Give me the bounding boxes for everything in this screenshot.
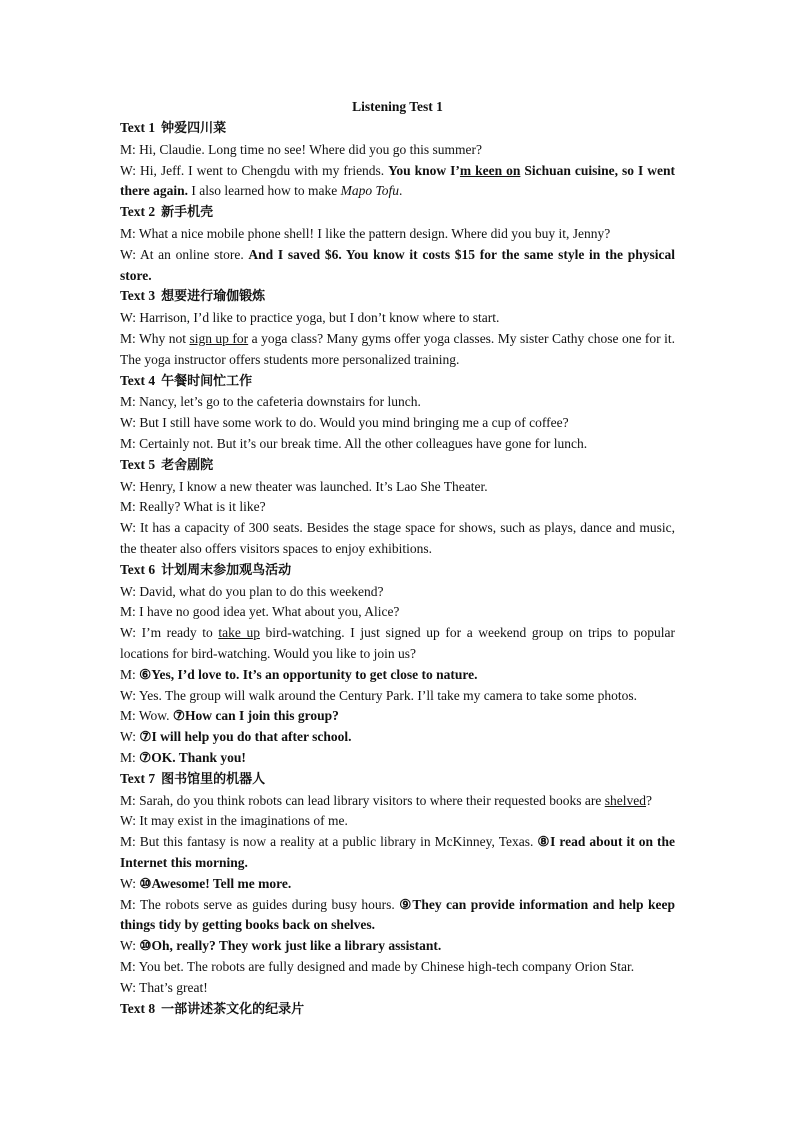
- bold-text: ⑦I will help you do that after school.: [139, 729, 352, 745]
- section-topic: 钟爱四川菜: [161, 121, 227, 137]
- dialogue-line: [120, 623, 675, 665]
- dialogue-line: W: But I still have some work to do. Would you mind bringing me a cup of coffee?: [120, 415, 569, 431]
- bold-text: And I saved $6. You know it costs $15 for the same style in the physical store.: [120, 246, 676, 283]
- plain-text: I also learned how to make: [188, 183, 341, 199]
- dialogue-line: [120, 748, 675, 769]
- bold-text: ⑧I read about it on the Internet this morning.: [120, 834, 675, 870]
- dialogue-line: [120, 245, 675, 287]
- speaker: W:: [120, 875, 140, 891]
- speaker: W:: [120, 938, 140, 954]
- section-number: Text 8: [120, 1000, 156, 1016]
- section-number: Text 7: [120, 770, 156, 786]
- section-heading-text-1: [120, 118, 675, 140]
- section-number: Text 6: [120, 561, 156, 577]
- section-heading-text-8: [120, 999, 675, 1021]
- dialogue-line: M: Nancy, let’s go to the cafeteria downstairs for lunch.: [120, 394, 421, 410]
- section-heading-text-4: [120, 371, 675, 393]
- section-topic: 老舍剧院: [161, 457, 214, 473]
- dialogue-line: [120, 665, 675, 686]
- section-heading-text-7: [120, 769, 675, 791]
- bold-text: ⑦How can I join this group?: [172, 708, 339, 724]
- dialogue-line: M: Really? What is it like?: [120, 499, 266, 515]
- bold-text: ⑦OK. Thank you!: [139, 750, 246, 765]
- bold-text: ⑨They can provide information and help keep things tidy by getting books back on shelves.: [120, 896, 675, 933]
- dialogue-line: W: David, what do you plan to do this weekend?: [120, 583, 384, 599]
- section-topic: 图书馆里的机器人: [161, 771, 266, 787]
- underlined-text: take up: [218, 625, 260, 641]
- dialogue-line: [120, 832, 675, 874]
- bold-text: ⑩Oh, really? They work just like a library assistant.: [139, 938, 442, 954]
- speaker: W:: [120, 729, 140, 745]
- section-number: Text 1: [120, 120, 156, 136]
- dialogue-line: [120, 161, 675, 203]
- dialogue-line: M: Certainly not. But it’s our break time. All the other colleagues have gone for lunch.: [120, 436, 588, 452]
- dialogue-line: [120, 329, 675, 371]
- dialogue-line: W: It may exist in the imaginations of me.: [120, 813, 348, 829]
- plain-text: a yoga class? Many gyms offer yoga classes. My sister Cathy chose one for it. The yoga instructor offers students more personalized training.: [120, 331, 676, 367]
- underlined-bold-text: m keen on: [459, 162, 521, 178]
- section-topic: 想要进行瑜伽锻炼: [161, 289, 266, 305]
- dialogue-line: W: Harrison, I’d like to practice yoga, but I don’t know where to start.: [120, 310, 500, 326]
- plain-text: W: Hi, Jeff. I went to Chengdu with my friends.: [120, 162, 389, 178]
- dialogue-line: W: It has a capacity of 300 seats. Besides the stage space for shows, such as plays, dance and music, the theater also offers visitors spaces to enjoy exhibitions.: [120, 520, 675, 557]
- dialogue-line: [120, 936, 675, 957]
- plain-text: bird-watching. I just signed up for a weekend group on trips to popular locations for bird-watching. Would you like to join us?: [120, 625, 675, 662]
- underlined-text: sign up for: [189, 331, 249, 347]
- italic-text: Mapo Tofu: [340, 183, 399, 199]
- section-heading-text-2: [120, 202, 675, 224]
- plain-text: M: Sarah, do you think robots can lead library visitors to where their requested books are: [120, 792, 605, 808]
- dialogue-line: [120, 874, 675, 895]
- section-number: Text 5: [120, 456, 156, 472]
- dialogue-line: [120, 727, 675, 748]
- section-number: Text 4: [120, 372, 156, 388]
- plain-text: .: [398, 183, 403, 199]
- dialogue-line: [120, 791, 675, 812]
- plain-text: M: The robots serve as guides during busy hours.: [120, 896, 400, 912]
- dialogue-line: W: Henry, I know a new theater was launched. It’s Lao She Theater.: [120, 478, 488, 494]
- bold-text: Sichuan cuisine, so I went there again.: [120, 162, 675, 199]
- section-topic: 计划周末参加观鸟活动: [161, 562, 292, 578]
- section-number: Text 2: [120, 204, 156, 220]
- plain-text: M: Why not: [120, 331, 190, 347]
- section-heading-text-6: [120, 560, 675, 582]
- plain-text: W: I’m ready to: [120, 625, 219, 641]
- dialogue-line: W: Yes. The group will walk around the Century Park. I’ll take my camera to take some photos.: [120, 687, 638, 703]
- section-topic: 一部讲述茶文化的纪录片: [161, 1001, 305, 1017]
- section-heading-text-3: [120, 286, 675, 308]
- bold-text: You know I’: [388, 162, 460, 178]
- dialogue-line: [120, 895, 675, 937]
- bold-text: ⑥Yes, I’d love to. It’s an opportunity to get close to nature.: [139, 666, 478, 682]
- dialogue-line: M: I have no good idea yet. What about you, Alice?: [120, 604, 400, 620]
- section-number: Text 3: [120, 288, 156, 304]
- section-topic: 新手机壳: [161, 205, 214, 221]
- speaker: M:: [120, 750, 140, 765]
- section-heading-text-5: [120, 455, 675, 477]
- plain-text: ?: [646, 792, 653, 808]
- underlined-text: shelved: [604, 792, 647, 808]
- dialogue-line: M: What a nice mobile phone shell! I like the pattern design. Where did you buy it, Jenny?: [120, 226, 611, 242]
- dialogue-line: [120, 706, 675, 727]
- dialogue-line: M: You bet. The robots are fully designed and made by Chinese high-tech company Orion Star.: [120, 958, 635, 974]
- section-topic: 午餐时间忙工作: [161, 373, 253, 389]
- document-title: Listening Test 1: [352, 99, 443, 114]
- speaker: M: Wow.: [120, 708, 173, 724]
- speaker: M:: [120, 666, 140, 682]
- plain-text: W: At an online store.: [120, 246, 249, 262]
- bold-text: ⑩Awesome! Tell me more.: [139, 875, 292, 891]
- plain-text: M: But this fantasy is now a reality at a public library in McKinney, Texas.: [120, 834, 538, 850]
- dialogue-line: M: Hi, Claudie. Long time no see! Where did you go this summer?: [120, 141, 482, 157]
- dialogue-line: W: That’s great!: [120, 979, 208, 995]
